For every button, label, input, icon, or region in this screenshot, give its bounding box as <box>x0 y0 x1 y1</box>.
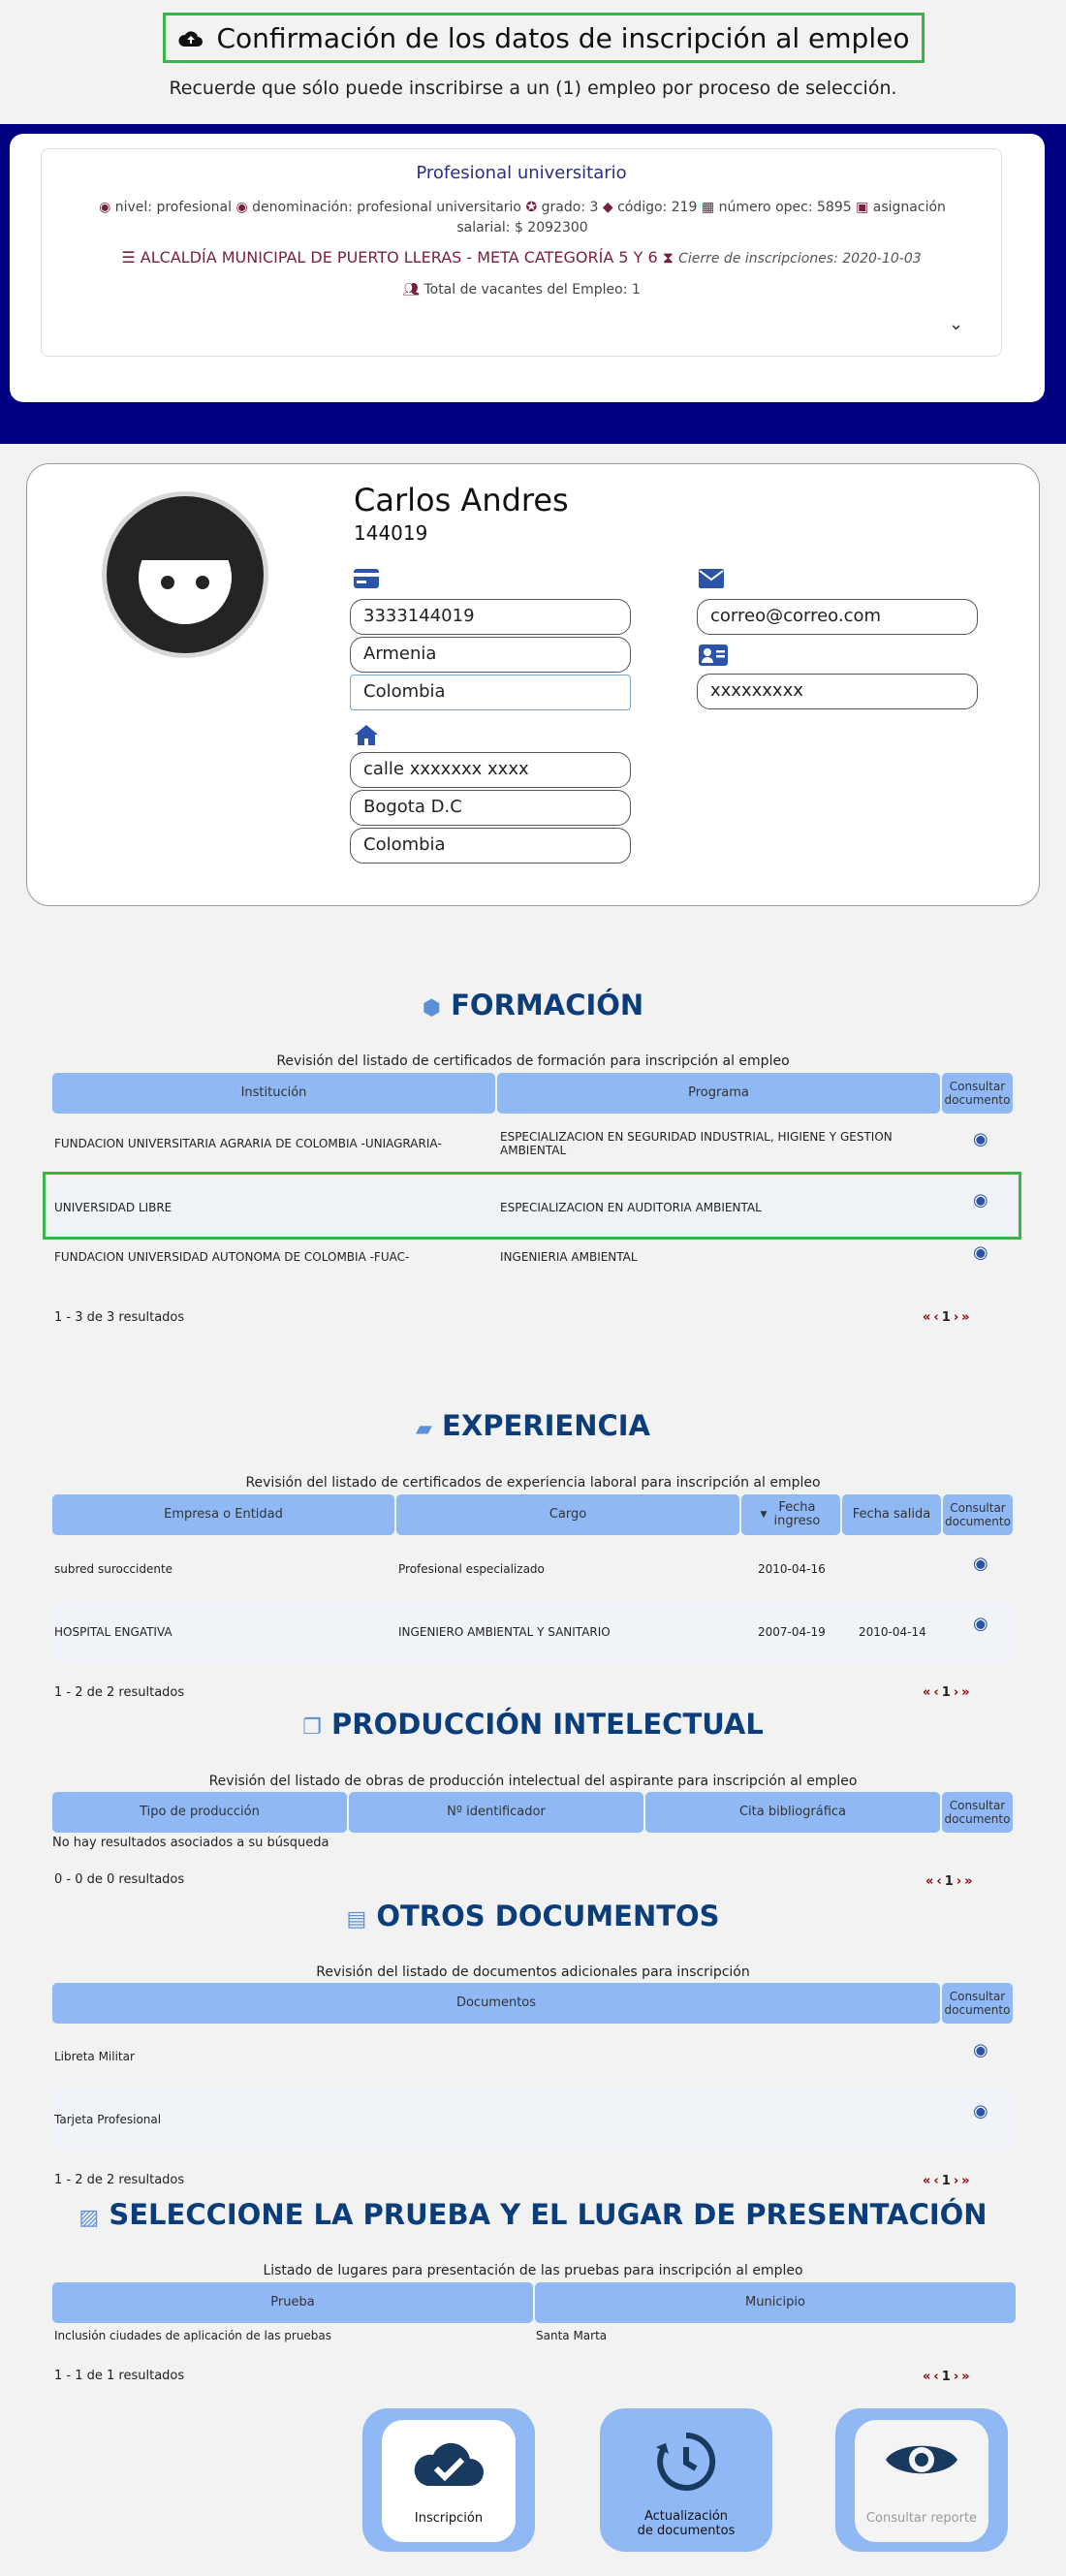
experiencia-title: EXPERIENCIA <box>442 1409 650 1442</box>
avatar-image <box>107 496 264 653</box>
level-icon: ◉ <box>99 200 111 215</box>
produccion-results: 0 - 0 de 0 resultados <box>54 1872 185 1887</box>
row-empresa: subred suroccidente <box>54 1562 173 1576</box>
email-field[interactable]: correo@correo.com <box>697 599 978 635</box>
briefcase-icon: ▰ <box>416 1417 432 1441</box>
col-cargo[interactable]: Cargo <box>396 1494 739 1535</box>
address-country-field[interactable]: Colombia <box>350 828 631 864</box>
map-icon: ▨ <box>78 2206 100 2230</box>
eye-icon[interactable]: ◉ <box>973 2040 988 2060</box>
row-municipio: Santa Marta <box>536 2329 608 2342</box>
city-field[interactable]: Armenia <box>350 637 631 673</box>
job-opec: número opec: 5895 <box>718 200 852 215</box>
row-programa: ESPECIALIZACION EN AUDITORIA AMBIENTAL <box>500 1201 762 1214</box>
job-entity-line <box>42 248 1001 267</box>
current-page[interactable]: 1 <box>941 2174 954 2188</box>
job-cierre: Cierre de inscripciones: 2020-10-03 <box>678 251 922 267</box>
otros-title: OTROS DOCUMENTOS <box>376 1900 720 1932</box>
col-municipio[interactable]: Municipio <box>535 2282 1016 2323</box>
experiencia-caption: Revisión del listado de certificados de experiencia laboral para inscripción al empleo <box>245 1475 821 1491</box>
current-page[interactable]: 1 <box>944 1874 956 1889</box>
table-row <box>52 1549 1014 1589</box>
country-field[interactable]: Colombia <box>350 675 631 710</box>
job-grado: grado: 3 <box>541 200 599 215</box>
produccion-caption: Revisión del listado de obras de producción intelectual del aspirante para inscripción al empleo <box>208 1774 858 1789</box>
current-page[interactable]: 1 <box>941 1685 954 1700</box>
eye-icon[interactable]: ◉ <box>973 1554 988 1574</box>
page-title: Confirmación de los datos de inscripción al empleo <box>216 21 910 54</box>
eye-icon[interactable]: ◉ <box>973 1614 988 1634</box>
row-fecha-ingreso: 2010-04-16 <box>758 1562 826 1576</box>
tag-icon: ◆ <box>602 200 613 215</box>
row-programa: ESPECIALIZACION EN SEGURIDAD INDUSTRIAL, HIGIENE Y GESTION AMBIENTAL <box>500 1130 893 1157</box>
prueba-section-title <box>0 2198 1066 2231</box>
prueba-table-header <box>52 2282 1016 2323</box>
chevron-down-icon[interactable]: ⌄ <box>949 314 964 334</box>
col-fecha-ingreso[interactable]: ▼ Fecha ingreso <box>741 1494 840 1535</box>
otros-pagination[interactable]: «‹1›» <box>923 2174 973 2188</box>
eye-icon <box>855 2435 988 2496</box>
col-programa[interactable]: Programa <box>497 1073 940 1114</box>
col-consultar: Consultar documento <box>942 1792 1013 1833</box>
produccion-title: PRODUCCIÓN INTELECTUAL <box>331 1708 764 1741</box>
job-entidad: ALCALDÍA MUNICIPAL DE PUERTO LLERAS - META CATEGORÍA 5 Y 6 <box>140 248 658 267</box>
inscripcion-label: Inscripción <box>414 2511 484 2526</box>
row-cargo: Profesional especializado <box>398 1562 545 1576</box>
job-card <box>41 148 1002 357</box>
address-field[interactable]: calle xxxxxxx xxxx <box>350 752 631 788</box>
eye-icon[interactable]: ◉ <box>973 1242 988 1263</box>
table-row <box>52 2035 1014 2078</box>
page-title-box <box>163 13 925 63</box>
formacion-results: 1 - 3 de 3 resultados <box>54 1310 185 1325</box>
document-field[interactable]: xxxxxxxxx <box>697 674 978 709</box>
history-icon <box>619 2430 753 2505</box>
prueba-title: SELECCIONE LA PRUEBA Y EL LUGAR DE PRESENTACIÓN <box>109 2198 988 2231</box>
address-city-field[interactable]: Bogota D.C <box>350 790 631 826</box>
otros-section-title <box>0 1900 1066 1932</box>
otros-results: 1 - 2 de 2 resultados <box>54 2173 185 2187</box>
col-institucion[interactable]: Institución <box>52 1073 495 1114</box>
row-empresa: HOSPITAL ENGATIVA <box>54 1625 172 1639</box>
selected-row-highlight <box>43 1172 1021 1240</box>
phone-field[interactable]: 3333144019 <box>350 599 631 635</box>
col-prueba[interactable]: Prueba <box>52 2282 533 2323</box>
profile-name: Carlos Andres <box>354 482 569 518</box>
row-institucion: FUNDACION UNIVERSITARIA AGRARIA DE COLOMBIA -UNIAGRARIA- <box>54 1137 442 1150</box>
actualizacion-label-2: de documentos <box>637 2524 736 2538</box>
otros-caption: Revisión del listado de documentos adicionales para inscripción <box>316 1964 750 1980</box>
job-salario: asignación salarial: $ 2092300 <box>456 200 946 236</box>
experiencia-pagination[interactable]: «‹1›» <box>923 1685 973 1700</box>
hourglass-icon: ⧗ <box>662 248 674 267</box>
list-icon: ☰ <box>121 248 136 267</box>
actualizacion-button-face <box>619 2420 753 2542</box>
produccion-empty: No hay resultados asociados a su búsqueda <box>52 1836 329 1850</box>
col-documentos[interactable]: Documentos <box>52 1983 940 2024</box>
col-fecha-salida[interactable]: Fecha salida <box>842 1494 941 1535</box>
file-icon: ▤ <box>346 1907 367 1932</box>
job-vacancies <box>42 282 1001 298</box>
cloud-check-icon <box>382 2435 516 2501</box>
col-consultar: Consultar documento <box>943 1494 1013 1535</box>
consultar-reporte-button[interactable] <box>835 2408 1008 2552</box>
experiencia-section-title <box>0 1409 1066 1442</box>
row-institucion: UNIVERSIDAD LIBRE <box>54 1201 172 1214</box>
table-row <box>52 2089 1014 2151</box>
row-cargo: INGENIERO AMBIENTAL Y SANITARIO <box>398 1625 611 1639</box>
col-fecha-ingreso-label: Fecha ingreso <box>773 1500 821 1528</box>
users-icon: 👥︎ <box>402 282 420 298</box>
eye-icon[interactable]: ◉ <box>973 1129 988 1149</box>
copy-icon: ❐ <box>302 1715 322 1740</box>
col-empresa[interactable]: Empresa o Entidad <box>52 1494 394 1535</box>
formacion-caption: Revisión del listado de certificados de formación para inscripción al empleo <box>276 1053 790 1069</box>
row-fecha-salida: 2010-04-14 <box>859 1625 926 1639</box>
formacion-title: FORMACIÓN <box>451 989 644 1021</box>
table-row <box>52 1601 1014 1663</box>
prueba-pagination[interactable]: «‹1›» <box>923 2370 973 2384</box>
inscripcion-button[interactable] <box>362 2408 535 2552</box>
money-icon: ▣ <box>856 200 869 215</box>
education-icon: ⬢ <box>422 996 441 1021</box>
eye-icon[interactable]: ◉ <box>973 2101 988 2121</box>
page-subtitle: Recuerde que sólo puede inscribirse a un (1) empleo por proceso de selección. <box>169 78 897 99</box>
row-documento: Tarjeta Profesional <box>54 2113 162 2126</box>
row-documento: Libreta Militar <box>54 2050 135 2063</box>
consultar-reporte-label: Consultar reporte <box>865 2511 978 2526</box>
job-denominacion: denominación: profesional universitario <box>252 200 521 215</box>
col-consultar: Consultar documento <box>942 1073 1013 1114</box>
formacion-pagination[interactable]: «‹1›» <box>923 1310 973 1325</box>
experiencia-results: 1 - 2 de 2 resultados <box>54 1685 185 1700</box>
actualizacion-label-1: Actualización <box>643 2509 729 2524</box>
row-programa: INGENIERIA AMBIENTAL <box>500 1250 638 1264</box>
table-row <box>52 1242 1014 1277</box>
user-icon: ◉ <box>235 200 248 215</box>
job-title: Profesional universitario <box>416 163 627 183</box>
inscripcion-button-face <box>382 2420 516 2542</box>
id-card-icon <box>698 644 729 673</box>
otros-table-header <box>52 1983 1013 2024</box>
experiencia-table-header <box>52 1494 1013 1535</box>
cloud-upload-icon <box>178 28 204 47</box>
job-details <box>71 198 974 238</box>
hash-icon: ▦ <box>701 200 715 215</box>
job-vacantes: Total de vacantes del Empleo: 1 <box>423 282 641 298</box>
home-icon <box>354 723 379 752</box>
formacion-table-header <box>52 1073 1013 1114</box>
col-tipo[interactable]: Tipo de producción <box>52 1792 347 1833</box>
actualizacion-button[interactable] <box>600 2408 772 2552</box>
row-fecha-ingreso: 2007-04-19 <box>758 1625 826 1639</box>
produccion-section-title <box>0 1708 1066 1741</box>
row-institucion: FUNDACION UNIVERSIDAD AUTONOMA DE COLOMBIA -FUAC- <box>54 1250 410 1264</box>
col-cita[interactable]: Cita bibliográfica <box>645 1792 940 1833</box>
profile-id: 144019 <box>354 521 428 545</box>
envelope-icon <box>698 568 725 595</box>
consultar-reporte-button-face <box>855 2420 988 2542</box>
job-codigo: código: 219 <box>617 200 698 215</box>
star-icon: ✪ <box>525 200 538 215</box>
row-prueba: Inclusión ciudades de aplicación de las pruebas <box>54 2329 332 2342</box>
eye-icon[interactable]: ◉ <box>973 1190 988 1210</box>
formacion-section-title <box>0 989 1066 1021</box>
table-row[interactable] <box>52 2326 1014 2347</box>
prueba-results: 1 - 1 de 1 resultados <box>54 2369 185 2383</box>
col-identificador[interactable]: Nº identificador <box>349 1792 643 1833</box>
prueba-caption: Listado de lugares para presentación de las pruebas para inscripción al empleo <box>263 2263 803 2278</box>
produccion-table-header <box>52 1792 1013 1833</box>
job-nivel: nivel: profesional <box>114 200 233 215</box>
current-page[interactable]: 1 <box>941 1310 954 1325</box>
current-page[interactable]: 1 <box>941 2370 954 2384</box>
produccion-pagination[interactable]: «‹1›» <box>925 1874 976 1889</box>
col-consultar: Consultar documento <box>942 1983 1013 2024</box>
table-row <box>52 1124 1014 1163</box>
credit-card-icon <box>353 568 380 595</box>
